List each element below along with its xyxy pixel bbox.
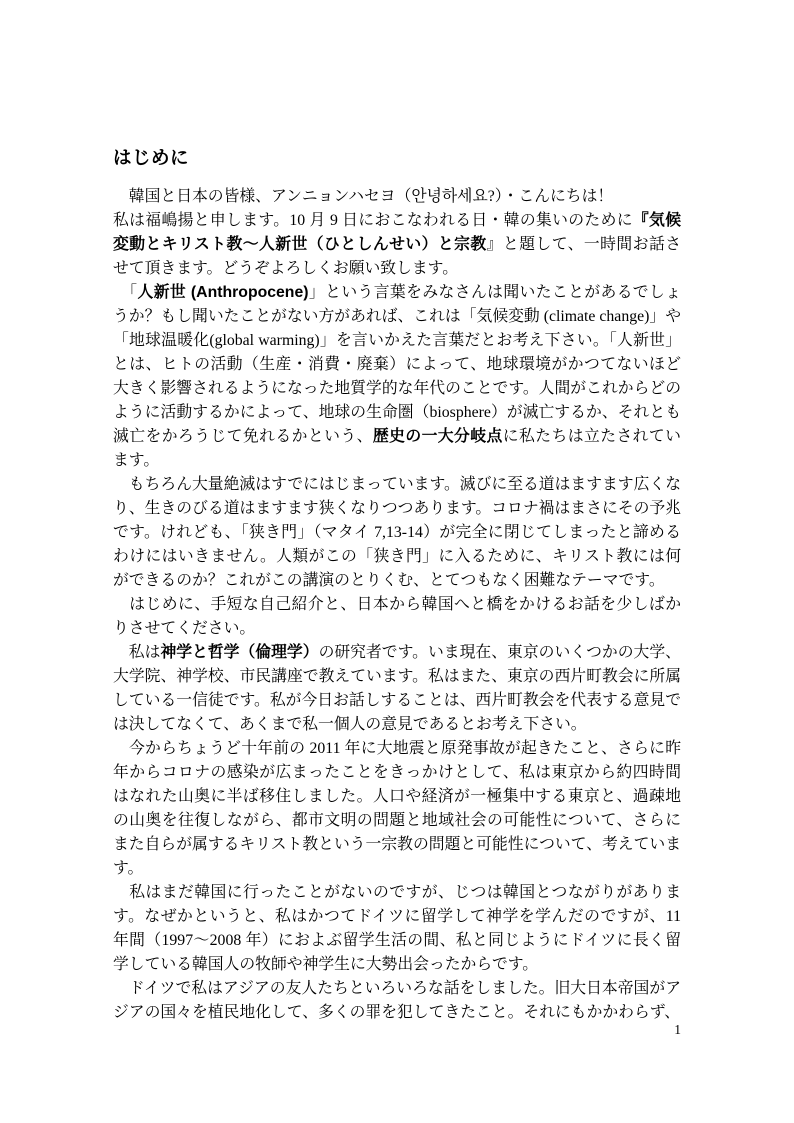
body-text: 」という言葉をみなさんは聞いたことがあるでしょうか？もし聞いたことがない方があれば、これは「気候変動 (climate change)」や「地球温暖化(global warming)」を言いかえた言葉だとお考え下さい。「人新世」とは、ヒトの活動（生産・消費・廃棄）によって、地球環境がかつてないほど大きく影響されるようになった地質学的な年代のことです。人間がこれからどのように活動するかによって、地球の生命圏（biosphere）が滅亡するか、それとも滅亡をかろうじて免れるかという、 [113, 284, 682, 445]
body-text: ドイツで私はアジアの友人たちといろいろな話をしました。旧大日本帝国がアジアの国々を植民地化して、多くの罪を犯してきたこと。それにもかかわらず、 [113, 980, 681, 1021]
emphasis-text: 神学と哲学（倫理学） [160, 644, 319, 661]
body-text: 「 [113, 284, 138, 301]
paragraph [113, 281, 681, 473]
body-text: の研究者です。いま現在、東京のいくつかの大学、大学院、神学校、市民講座で教えています。私はまた、東京の西片町教会に所属している一信徒です。私が今日お話しすることは、西片町教会を代表する意見では決してなくて、あくまで私一個人の意見であるとお考え下さい。 [113, 644, 681, 733]
body-text: 私は [113, 644, 161, 661]
paragraph [113, 641, 681, 737]
paragraph [113, 977, 681, 1025]
paragraph [113, 881, 681, 977]
paragraph [113, 473, 681, 593]
paragraph [113, 593, 681, 641]
body-text: 』と題して、一時間お話させて頂きます。どうぞよろしくお願い致します。 [113, 236, 682, 277]
body-text: 今からちょうど十年前の 2011 年に大地震と原発事故が起きたこと、さらに昨年からコロナの感染が広まったことをきっかけとして、私は東京から約四時間はなれた山奥に半ば移住しました。人口や経済が一極集中する東京と、過疎地の山奥を往復しながら、都市文明の問題と地域社会の可能性について、さらにまた自らが属するキリスト教という一宗教の問題と可能性について、考えています。 [113, 740, 681, 877]
paragraph [113, 737, 681, 881]
body-text: 韓国と日本の皆様、アンニョンハセヨ（안녕하세요?）・こんにちは！ [113, 188, 614, 205]
page-number: 1 [674, 1022, 681, 1037]
document-heading: はじめに [113, 147, 190, 168]
emphasis-text: 人新世 (Anthropocene) [137, 284, 309, 301]
paragraph [113, 185, 681, 209]
body-text: に私たちは立たされています。 [113, 428, 681, 469]
paragraph [113, 209, 681, 281]
document-body [113, 185, 681, 1025]
emphasis-text: 『気候変動とキリスト教〜人新世（ひとしんせい）と宗教 [113, 212, 681, 253]
body-text: もちろん大量絶滅はすでにはじまっています。滅びに至る道はますます広くなり、生きのびる道はますます狭くなりつつあります。コロナ禍はまさにその予兆です。けれども、「狭き門」（マタイ 7,13-14）が完全に閉じてしまったと諦めるわけにはいきません。人類がこの「狭き門」に入るために、キリスト教には何ができるのか？これがこの講演のとりくむ、とてつもなく困難なテーマです。 [113, 476, 681, 589]
body-text: 私は福嶋揚と申します。10 月 9 日におこなわれる日・韓の集いのために [113, 212, 633, 229]
body-text: 私はまだ韓国に行ったことがないのですが、じつは韓国とつながりがあります。なぜかというと、私はかつてドイツに留学して神学を学んだのですが、11 年間（1997〜2008 年）におよぶ留学生活の間、私と同じようにドイツに長く留学している韓国人の牧師や神学生に大勢出会ったからです。 [113, 884, 681, 973]
document-content [113, 147, 681, 1025]
emphasis-text: 歴史の一大分岐点 [372, 428, 503, 445]
body-text: はじめに、手短な自己紹介と、日本から韓国へと橋をかけるお話を少しばかりさせてください。 [113, 596, 681, 637]
